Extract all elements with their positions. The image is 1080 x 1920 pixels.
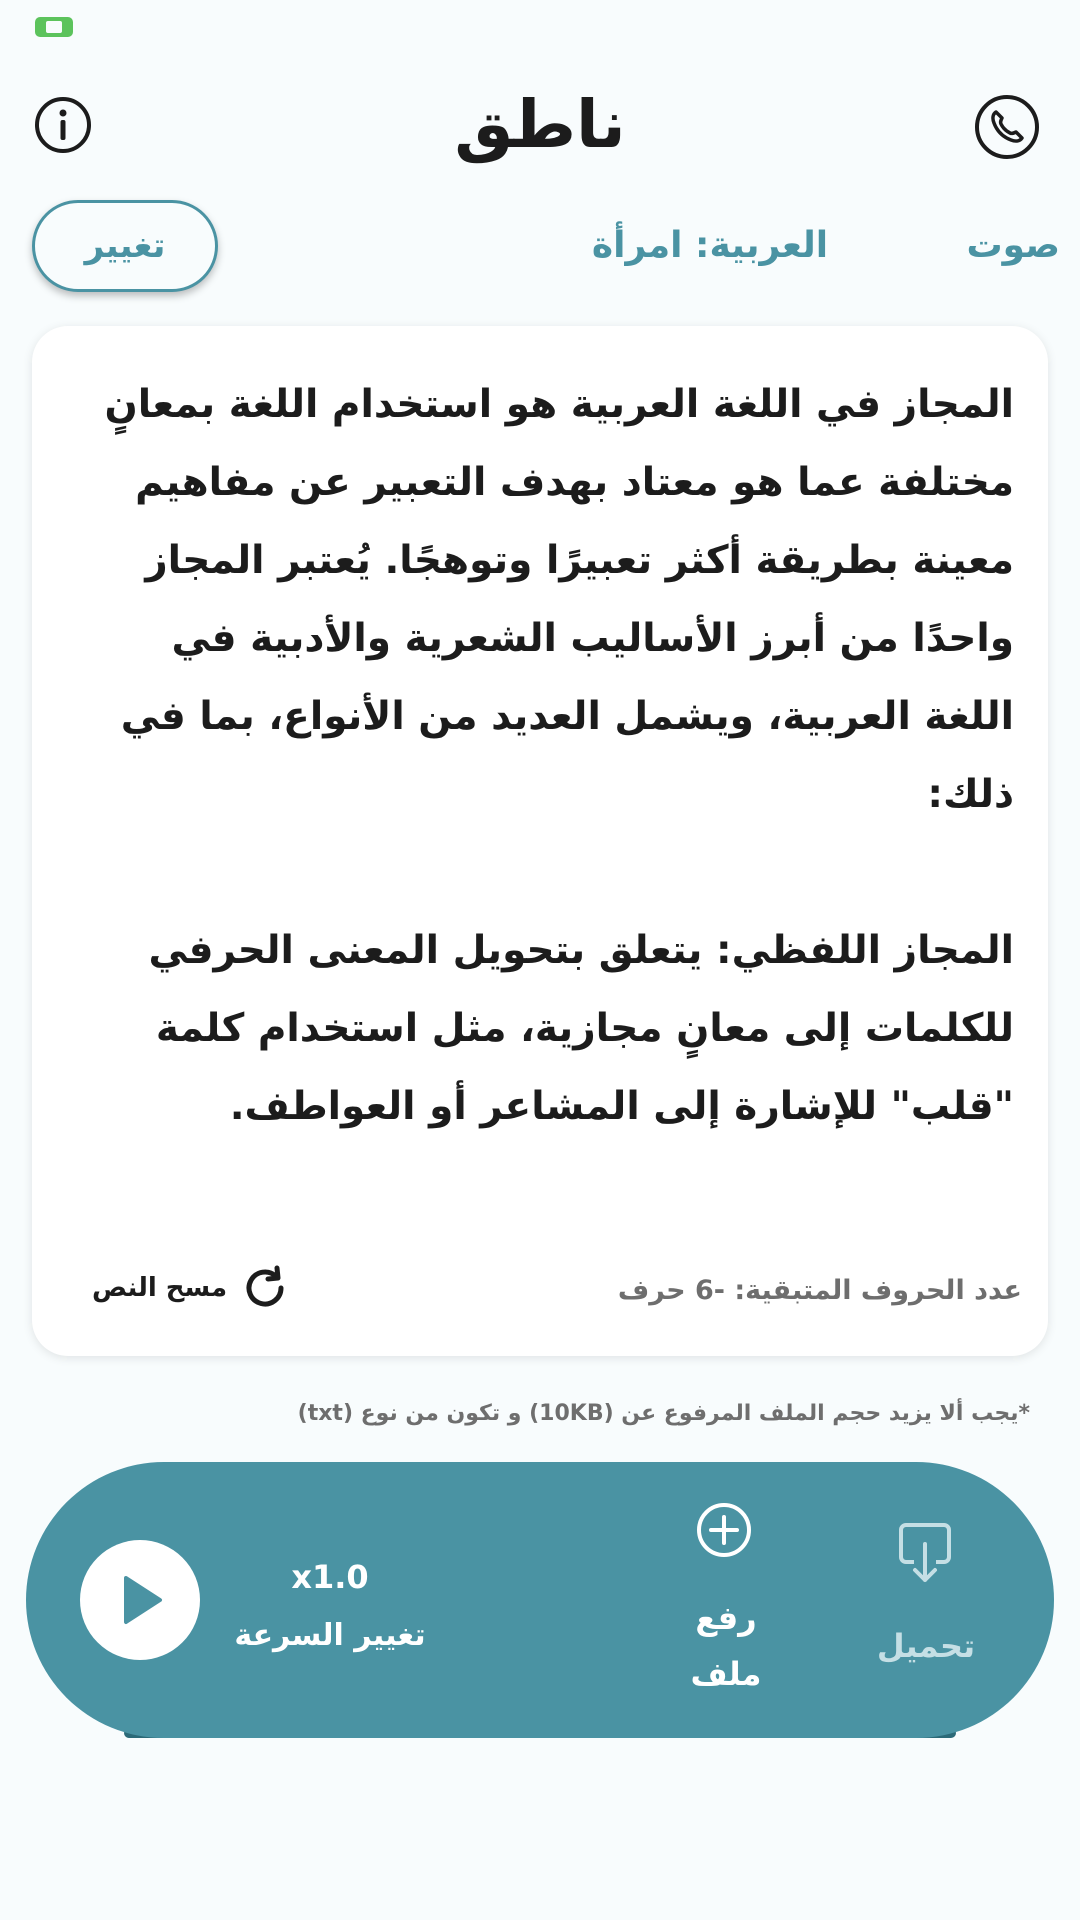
remaining-chars-counter: عدد الحروف المتبقية: -6 حرف: [617, 1275, 1022, 1306]
text-paragraph: [88, 1224, 1014, 1236]
file-size-note: *يجب ألا يزيد حجم الملف المرفوع عن (10KB) و تكون من نوع (txt): [297, 1401, 1030, 1426]
upload-file-button[interactable]: [666, 1502, 786, 1702]
phone-icon: [974, 94, 1040, 160]
change-speed-button[interactable]: تغيير السرعة: [234, 1618, 426, 1653]
speed-value[interactable]: x1.0: [291, 1558, 369, 1596]
voice-label: صوت: [966, 225, 1060, 266]
battery-saver-icon: [34, 16, 74, 38]
clear-text-label: مسح النص: [92, 1273, 228, 1303]
play-icon: [110, 1570, 170, 1630]
clear-text-button[interactable]: [92, 1258, 362, 1318]
text-card: [32, 326, 1048, 1356]
text-input[interactable]: [88, 366, 1014, 1236]
plus-circle-icon: [696, 1502, 752, 1558]
status-bar: [0, 0, 1080, 52]
text-paragraph: المجاز اللفظي: يتعلق بتحويل المعنى الحرفي للكلمات إلى معانٍ مجازية، مثل استخدام كلمة "قلب" للإشارة إلى المشاعر أو العواطف.: [148, 928, 1014, 1129]
text-paragraph: المجاز في اللغة العربية هو استخدام اللغة بمعانٍ مختلفة عما هو معتاد بهدف التعبير عن مفاهيم معينة بطريقة أكثر تعبيرًا وتوهجًا. يُعتبر المجاز واحدًا من أبرز الأساليب الشعرية والأدبية في اللغة العربية، ويشمل العديد من الأنواع، بما في ذلك:: [104, 382, 1014, 817]
call-button[interactable]: [974, 94, 1040, 160]
download-label: تحميل: [876, 1627, 976, 1665]
download-button[interactable]: [856, 1522, 996, 1682]
play-button[interactable]: [80, 1540, 200, 1660]
page-title: ناطق: [454, 86, 626, 163]
change-voice-button[interactable]: تغيير: [32, 200, 218, 292]
voice-value: العربية: امرأة: [591, 225, 829, 266]
info-icon: [34, 96, 92, 154]
upload-file-label: رفع ملف: [690, 1599, 762, 1693]
info-button[interactable]: [34, 96, 92, 154]
download-icon: [898, 1522, 952, 1586]
player-control-panel: [26, 1462, 1054, 1738]
refresh-icon: [239, 1262, 291, 1314]
